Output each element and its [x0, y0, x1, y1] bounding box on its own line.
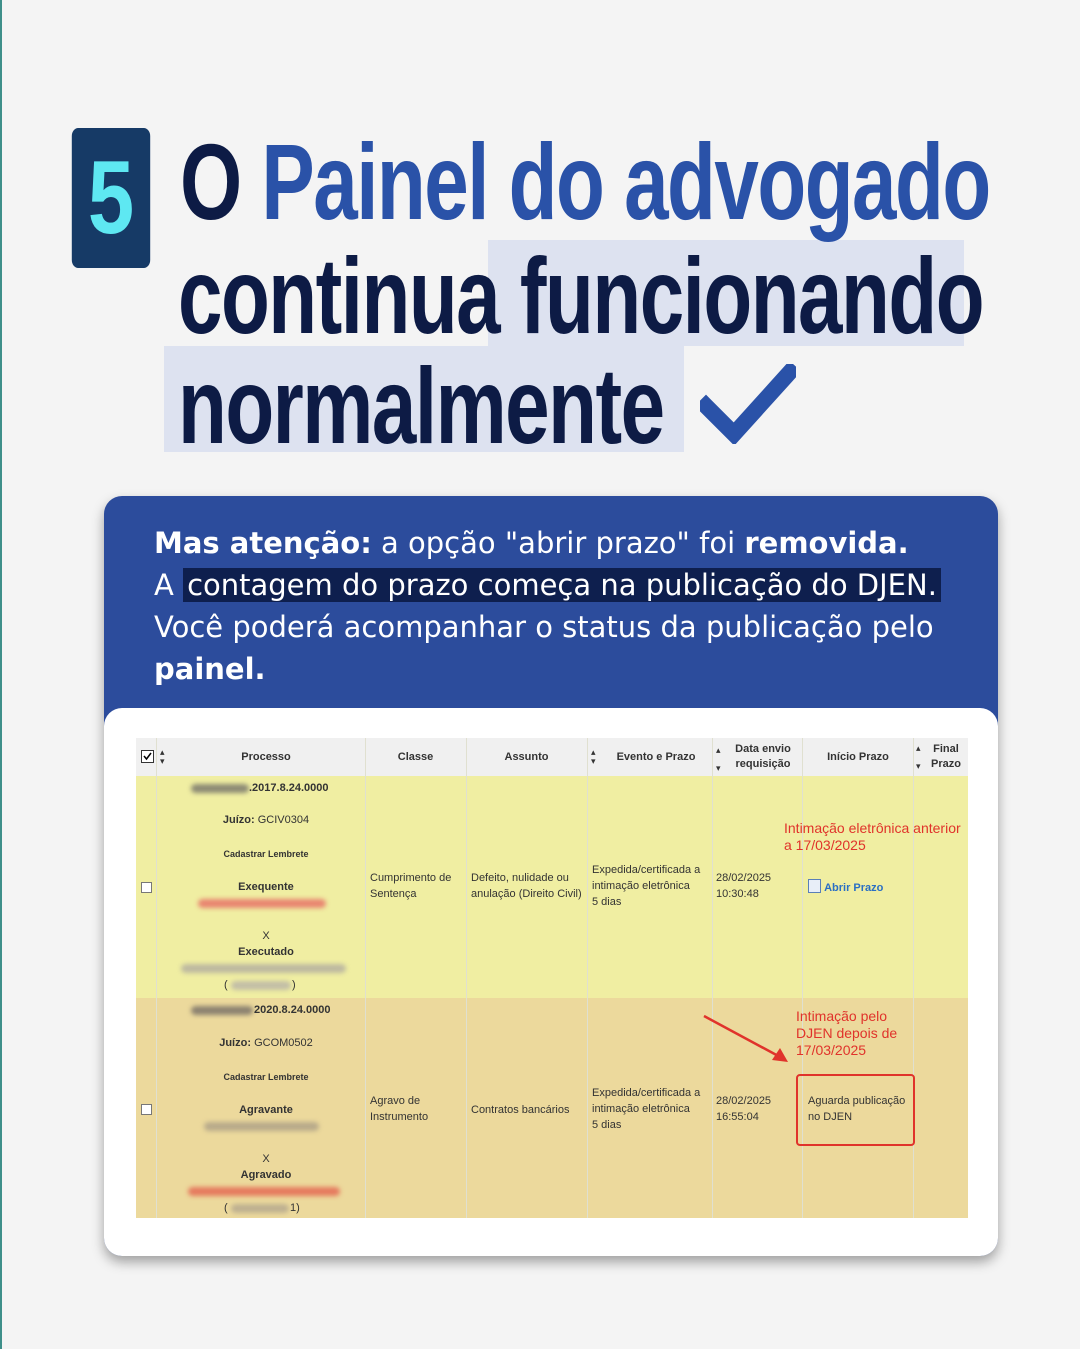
header-inicio-prazo[interactable]: Início Prazo	[827, 750, 889, 763]
row-checkbox[interactable]	[141, 882, 152, 893]
header-data-envio[interactable]: Data envio requisição	[735, 743, 791, 770]
headline-line2: continua funcionando	[178, 235, 984, 356]
party-role: Agravante	[239, 1104, 293, 1116]
document-icon	[808, 879, 821, 893]
data-envio-value: 28/02/2025 16:55:04	[716, 1095, 772, 1123]
annotation-text: Intimação eletrônica anterior a 17/03/2025	[784, 820, 961, 853]
notice-text: Mas atenção: a opção "abrir prazo" foi removida. A contagem do prazo começa na publicação do DJEN. Você poderá acompanhar o status da publicação pelo painel.	[154, 522, 974, 690]
step-number-badge: 5	[72, 128, 150, 268]
evento-value: Expedida/certificada a intimação eletrônica 5 dias	[592, 1087, 701, 1131]
versus: X	[262, 1153, 270, 1165]
redacted-text	[181, 964, 346, 973]
left-accent-line	[0, 0, 2, 1349]
headline-line1: O Painel do advogado	[180, 121, 990, 242]
party-role: Executado	[238, 946, 294, 958]
assunto-value: Defeito, nulidade ou anulação (Direito Civil)	[471, 872, 582, 900]
party-role: Exequente	[238, 881, 294, 893]
header-final-prazo[interactable]: Final Prazo	[931, 743, 961, 770]
versus: X	[262, 930, 270, 942]
redacted-text	[198, 899, 326, 908]
assunto-value: Contratos bancários	[471, 1104, 570, 1116]
arrow-icon	[702, 1014, 794, 1066]
header-evento[interactable]: Evento e Prazo	[616, 750, 696, 763]
abrir-prazo-link[interactable]: Abrir Prazo	[808, 879, 912, 896]
juizo-line: Juízo: GCOM0502	[219, 1037, 313, 1049]
notice-highlight: contagem do prazo começa na publicação do DJEN.	[183, 568, 941, 602]
sort-icon[interactable]: ▴ ▾	[716, 746, 721, 774]
row-checkbox[interactable]	[141, 1104, 152, 1115]
redacted-text	[231, 1204, 289, 1213]
select-all-checkbox[interactable]	[141, 750, 154, 763]
data-envio-value: 28/02/2025 10:30:48	[716, 872, 772, 900]
process-number[interactable]: 2020.8.24.0000	[254, 1004, 331, 1016]
process-table: ▴ ▾ Processo Classe Assunto ▴ ▾ Evento e Prazo ▴ ▾ Data envio requisição Início Prazo ▴ ▾ Final Prazo .2017.8.24.0000 Juízo: GCIV0304 Cadastrar Lembrete Exequente X Executado ( ) Cumprimento de Sentença Defeito, nulidade ou anulação (Direito Civil) Expedida/certificada a intimação eletrônica 5 dias 28/02/2025 10:30:48 Abrir Prazo Intimação eletrônica anterior a 17/03/2025 2020.8.24.0000 Juízo: GCOM0502 Cadastrar Lembrete Agravante X Agravado ( 1) Agravo de Instrumento Contratos bancários Expedida/certificada a intimação eletrônica 5 dias 28/02/2025 16:55:04 Aguarda publicação no DJEN Intimação pelo DJEN depois de 17/03/2025	[136, 738, 968, 1218]
process-number[interactable]: .2017.8.24.0000	[249, 782, 329, 794]
aguarda-publicacao-status: Aguarda publicação no DJEN	[808, 1095, 906, 1123]
redacted-text	[188, 1187, 340, 1196]
redacted-text	[204, 1122, 319, 1131]
annotation-text: Intimação pelo DJEN depois de 17/03/2025	[796, 1008, 898, 1058]
redacted-text	[191, 784, 249, 793]
cadastrar-lembrete-link[interactable]: Cadastrar Lembrete	[223, 849, 309, 859]
party-role: Agravado	[240, 1169, 292, 1181]
cadastrar-lembrete-link[interactable]: Cadastrar Lembrete	[223, 1072, 309, 1082]
redacted-text	[191, 1006, 253, 1015]
header-assunto[interactable]: Assunto	[504, 750, 549, 763]
classe-value: Agravo de Instrumento	[370, 1095, 429, 1123]
headline-line3: normalmente	[178, 345, 664, 466]
checkmark-icon	[700, 364, 796, 444]
sort-icon[interactable]: ▴ ▾	[591, 748, 596, 767]
evento-value: Expedida/certificada a intimação eletrônica 5 dias	[592, 864, 701, 908]
sort-icon[interactable]: ▴ ▾	[916, 744, 921, 772]
juizo-line: Juízo: GCIV0304	[222, 814, 310, 826]
sort-icon[interactable]: ▴ ▾	[160, 748, 165, 767]
classe-value: Cumprimento de Sentença	[370, 872, 452, 900]
redacted-text	[231, 981, 291, 990]
header-classe[interactable]: Classe	[397, 750, 434, 763]
header-processo[interactable]: Processo	[241, 750, 291, 763]
